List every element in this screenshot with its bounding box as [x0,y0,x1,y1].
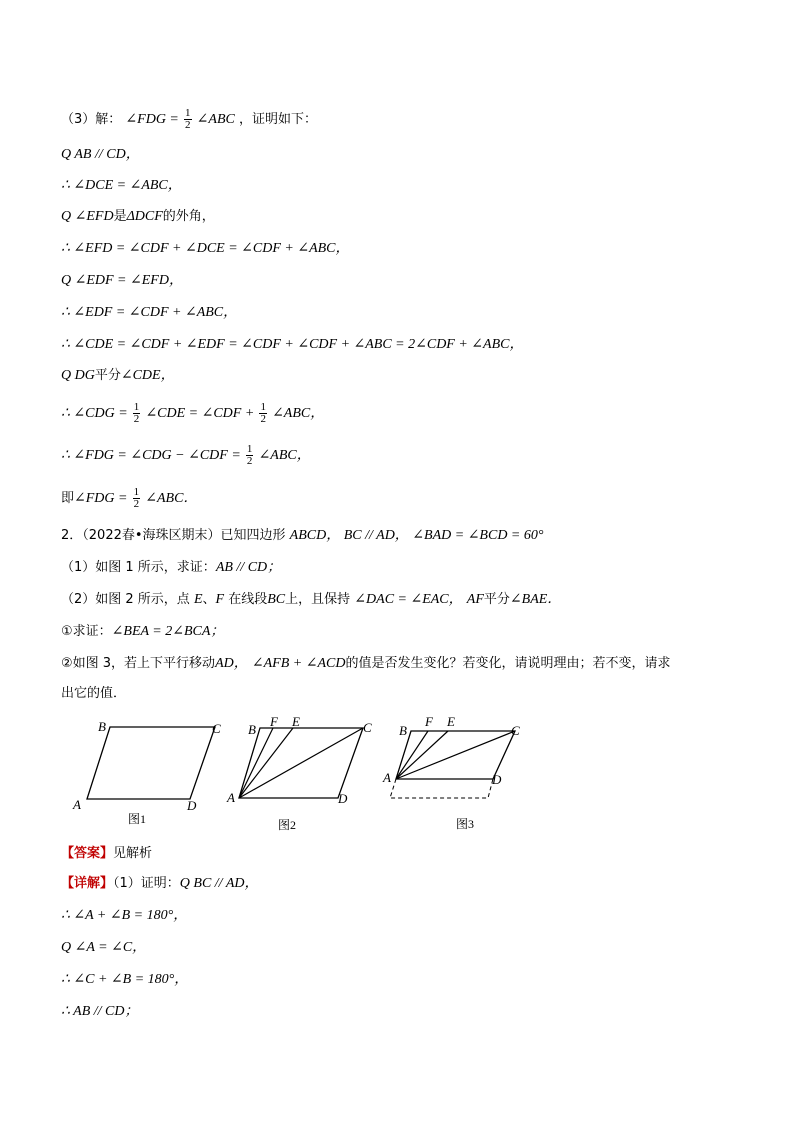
proof-line: Q DG平分∠CDE， [61,368,175,383]
label-B: B [399,723,407,738]
answer-line [61,846,152,862]
proof-line: ∴ ∠EDF = ∠CDF + ∠ABC， [61,305,238,320]
question-2-part2-2-cont: 出它的值． [61,686,127,701]
caption: 图2 [278,818,297,832]
label-A: A [383,770,391,785]
fraction: $\frac{1}{2}$ [185,107,191,131]
detail-tag: 【详解】 [61,876,114,891]
figure-2 [225,712,385,832]
proof-line: ∴ ∠A + ∠B = 180°， [61,908,188,923]
label-B: B [98,719,106,734]
proof-line: ∴ ∠CDG = $\frac{1}{2}$ ∠CDE = ∠CDF + $\frac{1}{2}$ ∠ABC， [61,401,325,425]
proof-line: ∴ ∠EFD = ∠CDF + ∠DCE = ∠CDF + ∠ABC， [61,241,350,256]
original-position-dashed [390,779,493,798]
label-C: C [212,721,221,736]
question-2-stem: 2．（2022春•海珠区期末）已知四边形 ABCD， BC // AD， ∠BAD = ∠BCD = 60° [61,528,544,543]
detail-line: 【详解】（1）证明：Q BC // AD， [61,876,259,891]
proof-line: Q ∠A = ∠C， [61,940,147,955]
math: ∠FDG = [125,112,179,127]
fraction: $\frac{1}{2}$ [133,486,140,510]
segment-AF [239,728,273,798]
label-C: C [363,720,372,735]
proof-conclusion: 即∠FDG = $\frac{1}{2}$ ∠ABC． [61,486,198,510]
label-C: C [511,723,520,738]
label: （3）解： [61,112,122,127]
caption: 图1 [128,812,147,826]
proof-line: ∴ AB // CD； [61,1004,139,1019]
proof-line: ∴ ∠DCE = ∠ABC， [61,178,182,193]
proof-line: Q ∠EDF = ∠EFD， [61,273,183,288]
label-E: E [447,714,455,729]
segment-AE [239,728,293,798]
label-F: F [425,714,433,729]
label-D: D [492,772,502,787]
solution-part3-header [61,108,317,131]
question-2-part2-2: ②如图 3，若上下平行移动AD， ∠AFB + ∠ACD的值是否发生变化？若变化，请说明理由；若不变，请求 [61,656,671,671]
segment-AF [396,731,428,779]
figure-1 [70,715,230,830]
label-E: E [292,714,300,729]
question-2-part1: （1）如图 1 所示，求证：AB // CD； [61,560,282,575]
label: ，证明如下： [238,112,317,127]
parallelogram [87,727,215,799]
label-F: F [270,714,278,729]
fraction: $\frac{1}{2}$ [260,401,266,425]
proof-line: Q ∠EFD是ΔDCF的外角， [61,209,215,224]
question-2-part2-1: ①求证：∠BEA = 2∠BCA； [61,624,225,639]
label-D: D [187,798,197,813]
proof-line: ∴ ∠CDE = ∠CDF + ∠EDF = ∠CDF + ∠CDF + ∠ABC = 2∠CDF + ∠ABC， [61,337,524,352]
caption: 图3 [456,817,475,831]
answer-tag: 【答案】 [61,846,114,861]
segment-AC [239,728,363,798]
label-D: D [338,791,348,806]
label-A: A [227,790,235,805]
question-2-part2: （2）如图 2 所示，点 E、F 在线段BC上，且保持 ∠DAC = ∠EAC， AF平分∠BAE． [61,592,562,607]
answer-text: 见解析 [113,846,153,861]
proof-line: ∴ ∠C + ∠B = 180°， [61,972,189,987]
fraction: $\frac{1}{2}$ [133,401,140,425]
fraction: $\frac{1}{2}$ [246,443,253,467]
label-A: A [73,797,81,812]
proof-line: ∴ ∠FDG = ∠CDG − ∠CDF = $\frac{1}{2}$ ∠ABC， [61,443,311,467]
proof-line: Q AB // CD， [61,147,140,162]
math: ∠ABC [196,112,235,127]
label-B: B [248,722,256,737]
figure-3 [380,712,540,834]
